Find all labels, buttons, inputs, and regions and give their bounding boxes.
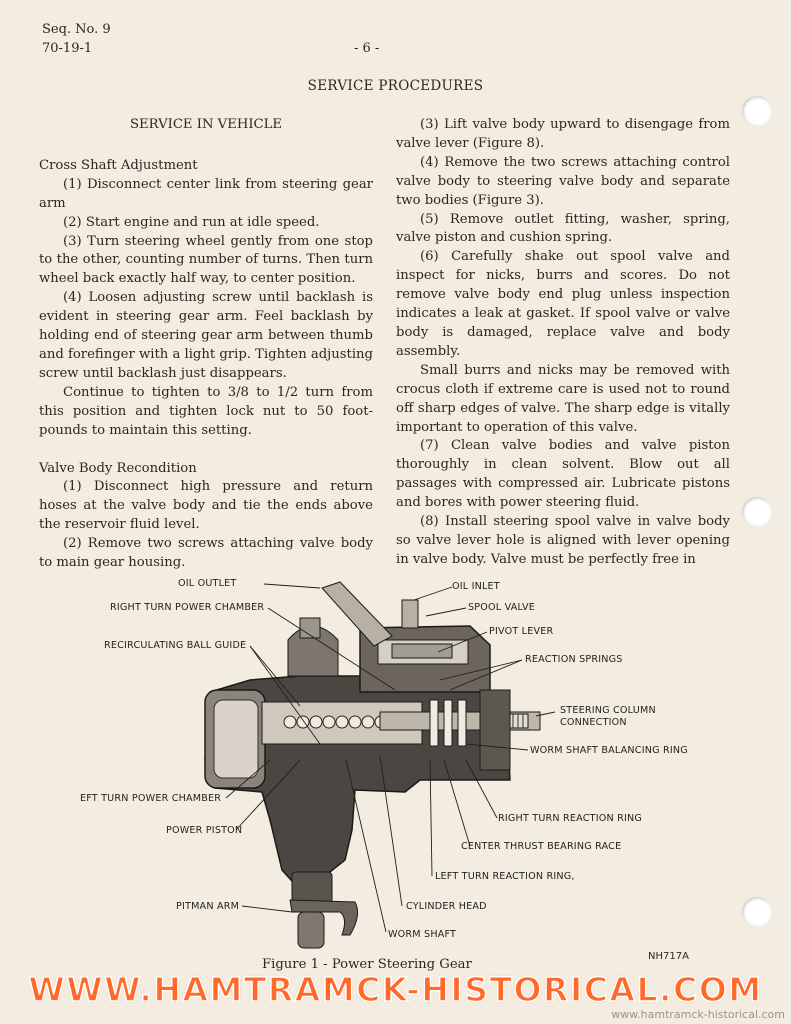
paragraph: (2) Start engine and run at idle speed. [63, 214, 320, 230]
label-cylinder-head: CYLINDER HEAD [406, 901, 487, 912]
label-pitman-arm: PITMAN ARM [176, 901, 240, 912]
section-heading: SERVICE IN VEHICLE [129, 117, 283, 132]
label-spool-valve: SPOOL VALVE [468, 602, 535, 613]
paragraph: (8) Install steering spool valve in valve body so valve lever hole is aligned with lever opening in valve body. Valve must be perfectly free in [396, 514, 730, 567]
label-worm-shaft-balancing-ring: WORM SHAFT BALANCING RING [530, 745, 688, 756]
paragraph: (5) Remove outlet fitting, washer, spring, valve piston and cushion spring. [396, 211, 730, 246]
seq-number: Seq. No. 9 [42, 22, 111, 37]
label-right-turn-reaction-ring: RIGHT TURN REACTION RING [498, 813, 643, 824]
watermark-banner: WWW.HAMTRAMCK-HISTORICAL.COM [28, 970, 763, 1009]
label-reaction-springs: REACTION SPRINGS [525, 654, 623, 665]
paragraph: (1) Disconnect center link from steering gear arm [39, 176, 373, 211]
label-steering-column: STEERING COLUMN [560, 705, 656, 716]
label-steering-column-connection: CONNECTION [560, 717, 627, 728]
paragraph: (4) Loosen adjusting screw until backlash is evident in steering gear arm. Feel backlash by holding end of steering gear arm between thumb and forefinger with a light grip. Tighten adjusting screw until backlash just disappears. [39, 290, 373, 381]
label-oil-outlet: OIL OUTLET [178, 578, 237, 589]
label-right-turn-power-chamber: RIGHT TURN POWER CHAMBER [110, 602, 265, 613]
label-worm-shaft: WORM SHAFT [388, 929, 457, 940]
label-recirculating-ball-guide: RECIRCULATING BALL GUIDE [104, 640, 247, 651]
paragraph: (3) Turn steering wheel gently from one stop to the other, counting number of turns. Then turn wheel back exactly half way, to center position. [39, 233, 373, 287]
label-oil-inlet: OIL INLET [452, 581, 500, 592]
watermark-url: www.hamtramck-historical.com [611, 1008, 785, 1021]
paragraph: (7) Clean valve bodies and valve piston thoroughly in clean solvent. Blow out all passages with compressed air. Lubricate pistons and bores with power steering fluid. [396, 438, 730, 511]
paragraph: Small burrs and nicks may be removed with crocus cloth if extreme care is used not to round off sharp edges of valve. The sharp edge is vitally important to operation of this valve. [396, 362, 730, 435]
valve-body-heading: Valve Body Recondition [39, 460, 197, 476]
paragraph: (4) Remove the two screws attaching control valve body to steering valve body and separate two bodies (Figure 3). [396, 154, 730, 208]
figure-caption: Figure 1 - Power Steering Gear [262, 957, 472, 972]
paragraph: (2) Remove two screws attaching valve body to main gear housing. [39, 536, 373, 571]
document-code: 70-19-1 [42, 41, 93, 56]
label-pivot-lever: PIVOT LEVER [489, 626, 554, 637]
paragraph: (6) Carefully shake out spool valve and inspect for nicks, burrs and scores. Do not remove valve body end plug unless inspection indicates a leak at gasket. If spool valve or valve body is damaged, replace valve and body assembly. [396, 249, 730, 359]
cross-shaft-heading: Cross Shaft Adjustment [39, 157, 198, 173]
figure-reference: NH717A [648, 951, 689, 962]
page-title: SERVICE PROCEDURES [307, 78, 484, 94]
label-power-piston: POWER PISTON [166, 825, 243, 836]
page-number: - 6 - [354, 41, 380, 56]
label-left-turn-reaction-ring: LEFT TURN REACTION RING, [435, 871, 575, 882]
paragraph: (1) Disconnect high pressure and return hoses at the valve body and tie the ends above the reservoir fluid level. [39, 479, 373, 533]
paragraph: Continue to tighten to 3/8 to 1/2 turn from this position and tighten lock nut to 50 foot-pounds to maintain this setting. [39, 384, 373, 438]
label-left-turn-power-chamber: EFT TURN POWER CHAMBER [80, 793, 222, 804]
label-center-thrust-bearing-race: CENTER THRUST BEARING RACE [461, 841, 622, 852]
paragraph: (3) Lift valve body upward to disengage from valve lever (Figure 8). [396, 117, 730, 151]
